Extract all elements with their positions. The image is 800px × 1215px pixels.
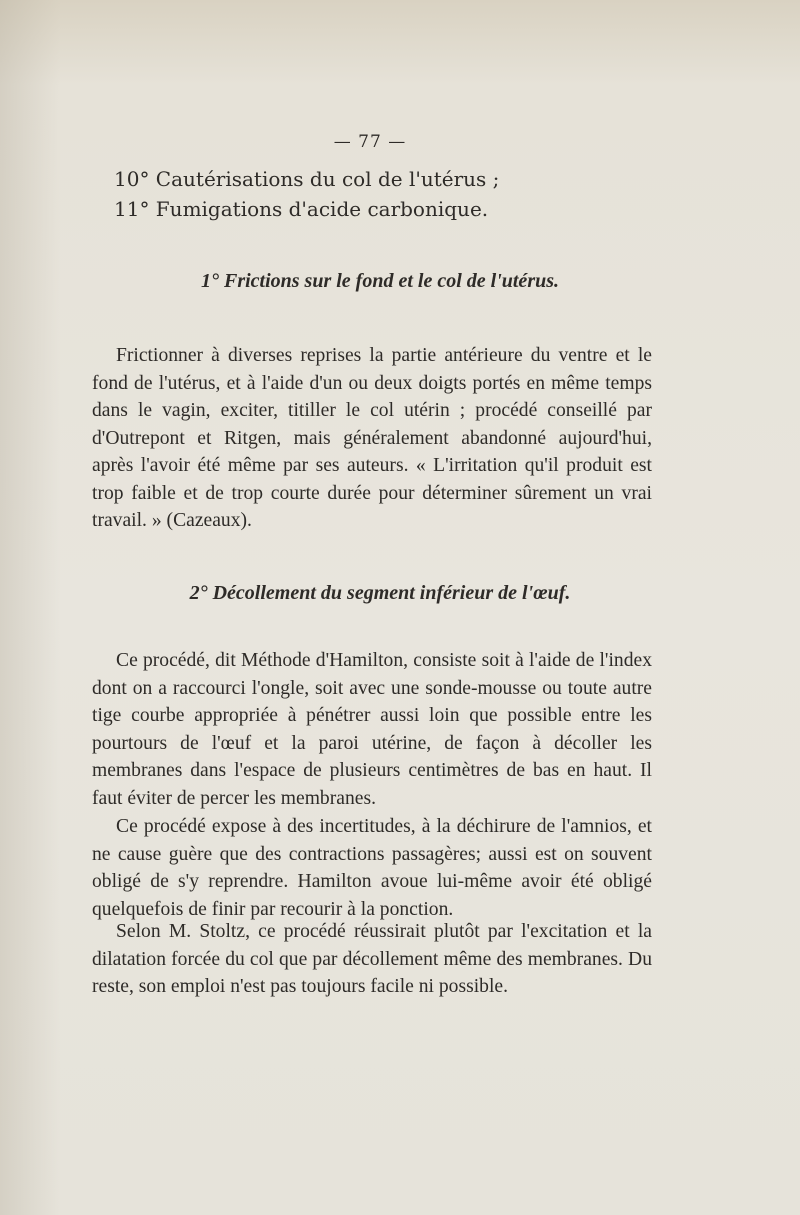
paragraph-stoltz: Selon M. Stoltz, ce procédé réussirait plutôt par l'excitation et la dilatation forcée du col que par décollement même des membranes. Du reste, son emploi n'est pas toujours facile ni possible. — [92, 921, 652, 997]
page-number: — 77 — — [333, 132, 407, 152]
section-heading-decollement: 2° Décollement du segment inférieur de l'œuf. — [189, 582, 571, 604]
list-item-11: 11° Fumigations d'acide carbonique. — [114, 197, 489, 221]
paragraph-incertitudes: Ce procédé expose à des incertitudes, à la déchirure de l'amnios, et ne cause guère que des contractions passagères; aussi est on souvent obligé de s'y reprendre. Hamilton avoue lui-même avoir été obligé quelquefois de finir par recourir à la ponction. — [92, 816, 652, 920]
paragraph-frictions: Frictionner à diverses reprises la partie antérieure du ventre et le fond de l'utérus, et à l'aide d'un ou deux doigts portés en même temps dans le vagin, exciter, titiller le col utérin ; procédé conseillé par d'Outrepont et Ritgen, mais généralement abandonné aujourd'hui, après l'avoir été même par ses auteurs. « L'irritation qu'il produit est trop faible et de trop courte durée pour déterminer sûrement un vrai travail. » (Cazeaux). — [92, 345, 652, 531]
list-item-10: 10° Cautérisations du col de l'utérus ; — [114, 167, 500, 191]
numbered-list — [114, 164, 674, 224]
section-heading-frictions: 1° Frictions sur le fond et le col de l'utérus. — [200, 270, 560, 292]
paragraph-hamilton-method: Ce procédé, dit Méthode d'Hamilton, consiste soit à l'aide de l'index dont on a raccourci l'ongle, soit avec une sonde-mousse ou toute autre tige courbe appropriée à pénétrer aussi loin que possible entre les pourtours de l'œuf et la paroi utérine, de façon à décoller les membranes dans l'espace de plusieurs centimètres de bas en haut. Il faut éviter de percer les membranes. — [92, 650, 652, 809]
